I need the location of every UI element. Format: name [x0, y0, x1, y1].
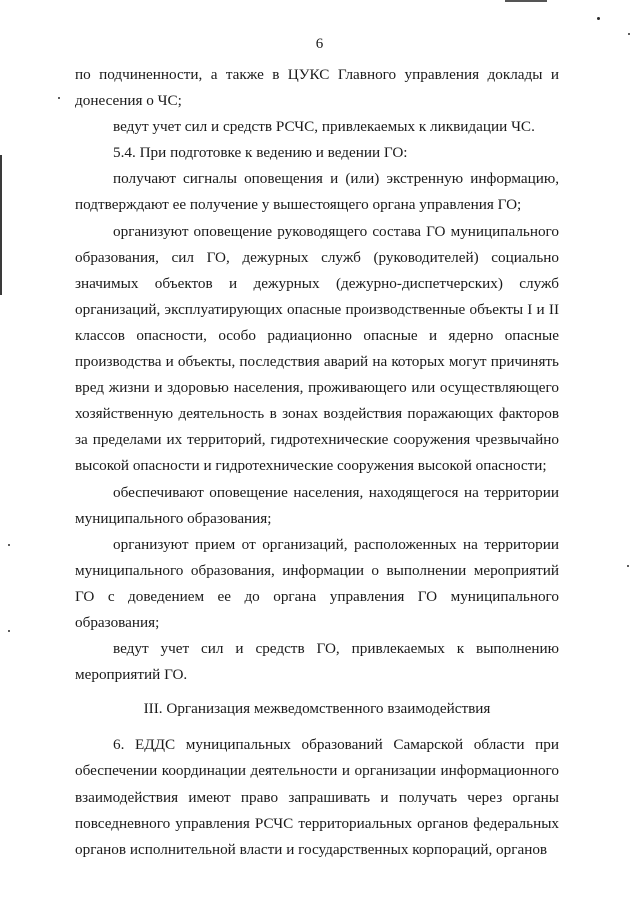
paragraph: обеспечивают оповещение населения, находящегося на территории муниципального образования; — [75, 483, 559, 527]
paragraph: ведут учет сил и средств ГО, привлекаемых к выполнению мероприятий ГО. — [75, 640, 559, 684]
scan-speck — [597, 17, 600, 20]
page-number: 6 — [315, 36, 324, 52]
paragraph: организуют прием от организаций, расположенных на территории муниципального образования, информации о выполнении мероприятий ГО с доведением ее до органа управления ГО муниципального образования; — [75, 535, 559, 631]
paragraph: ведут учет сил и средств РСЧС, привлекаемых к ликвидации ЧС. — [113, 118, 535, 136]
document-body — [75, 62, 559, 863]
scan-artifact-left-edge — [0, 155, 2, 295]
scan-speck — [58, 97, 60, 99]
paragraph: 5.4. При подготовке к ведению и ведении ГО: — [113, 144, 408, 162]
scan-speck — [627, 565, 629, 567]
paragraph: 6. ЕДДС муниципальных образований Самарской области при обеспечении координации деятельности и организации информационного взаимодействия имеют право запрашивать и получать через органы повседневного управления РСЧС территориальных органов федеральных органов исполнительной власти и государственных корпораций, органов — [75, 736, 559, 858]
scan-speck — [8, 630, 10, 632]
paragraph: организуют оповещение руководящего состава ГО муниципального образования, сил ГО, дежурных служб (руководителей) социально значимых объектов и дежурных (дежурно-диспетчерских) служб организаций, эксплуатирующих опасные производственные объекты I и II классов опасности, особо радиационно опасные и ядерно опасные производства и объекты, последствия аварий на которых могут причинять вред жизни и здоровью населения, проживающего или осуществляющего хозяйственную деятельность в зонах воздействия поражающих факторов за пределами их территорий, гидротехнические сооружения чрезвычайно высокой опасности и гидротехнические сооружения высокой опасности; — [75, 222, 559, 475]
paragraph: по подчиненности, а также в ЦУКС Главного управления доклады и донесения о ЧС; — [75, 66, 559, 110]
section-heading: III. Организация межведомственного взаимодействия — [143, 700, 491, 718]
paragraph: получают сигналы оповещения и (или) экстренную информацию, подтверждают ее получение у вышестоящего органа управления ГО; — [75, 170, 559, 214]
scan-speck — [8, 544, 10, 546]
scan-artifact-top — [505, 0, 547, 2]
